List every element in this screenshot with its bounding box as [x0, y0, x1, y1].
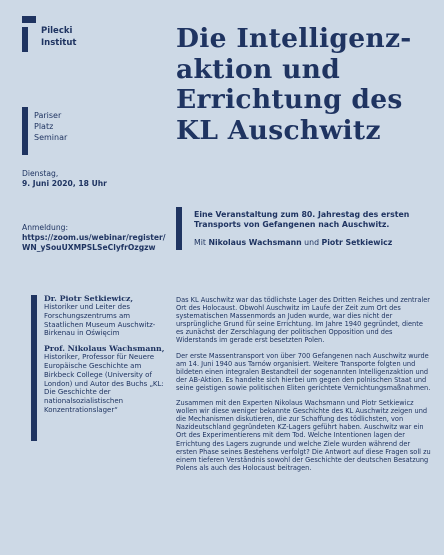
date-weekday: Dienstag, [22, 169, 59, 178]
title-line-3: Errichtung des [176, 84, 403, 115]
registration [22, 223, 166, 253]
speaker-2-name: Prof. Nikolaus Wachsmann, [44, 344, 165, 354]
page-title [176, 24, 436, 146]
registration-url-line-1[interactable]: https://zoom.us/webinar/register/ [22, 233, 166, 242]
series-accent-bar [22, 107, 28, 155]
registration-label: Anmeldung: [22, 223, 69, 232]
event-guests [194, 238, 392, 248]
speaker-2 [44, 344, 169, 415]
event-accent-bar [176, 207, 182, 250]
guest-name-2: Piotr Setkiewicz [321, 238, 393, 247]
registration-link[interactable] [22, 233, 166, 253]
logo-line-1: Pilecki [41, 26, 73, 36]
series-name [34, 110, 67, 143]
logo-text [41, 25, 76, 49]
title-line-1: Die Intelligenz- [176, 23, 412, 54]
body-paragraph-2: Der erste Massentransport von über 700 Gefangenen nach Auschwitz wurde am 14. Juni 1940 aus Tarnów organisiert. Weitere Transporte folgten und bildeten einen integralen Bestandteil der sogenannten Intelligenzaktion und der AB-Aktion. Es handelte sich hierbei um gegen den polnischen Staat und seine geistigen sowie politischen Eliten gerichtete Vernichtungsmaßnahmen. [176, 351, 431, 392]
logo-line-2: Institut [41, 38, 77, 48]
event-headline: Eine Veranstaltung zum 80. Jahrestag des ersten Transports von Gefangenen nach Auschwitz. [194, 210, 410, 229]
speaker-1-desc: Historiker und Leiter des Forschungszentrums am Staatlichen Museum Auschwitz-Birkenau in Oświęcim [44, 303, 156, 338]
registration-url-line-2[interactable]: WN_ySouUXMPSLSeClyfrOzgzw [22, 243, 156, 252]
series-line-2: Platz [34, 122, 54, 131]
pilecki-logo-icon [22, 16, 36, 52]
body-paragraph-1: Das KL Auschwitz war das tödlichste Lager des Dritten Reiches und zentraler Ort des Holocaust. Obwohl Auschwitz im Laufe der Zeit zum Ort des systematischen Massenmords an Juden wurde, war dies nicht der ursprüngliche Grund für seine Errichtung. Im Jahre 1940 gegründet, diente es zunächst der Zerschlagung der politischen Opposition und des Widerstands im gerade erst besetzten Polen. [176, 296, 430, 345]
speaker-2-desc: Historiker, Professor für Neuere Europäische Geschichte am Birkbeck College (University of London) und Autor des Buchs „KL: Die Geschichte der nationalsozialistischen Konzentrationslager“ [44, 353, 164, 414]
speaker-1 [44, 294, 169, 338]
body-text [176, 296, 431, 479]
speakers-accent-bar [31, 295, 37, 441]
guest-name-1: Nikolaus Wachsmann [208, 238, 302, 247]
speaker-1-name: Dr. Piotr Setkiewicz, [44, 294, 134, 303]
date-datetime: 9. Juni 2020, 18 Uhr [22, 179, 107, 188]
title-line-4: KL Auschwitz [176, 114, 381, 146]
guests-join: und [301, 238, 322, 247]
series-line-3: Seminar [34, 133, 68, 142]
guests-prefix: Mit [194, 238, 209, 247]
speakers-column [44, 294, 169, 421]
series-line-1: Pariser [34, 111, 62, 120]
event-date [22, 169, 107, 189]
title-line-2: aktion und [176, 53, 341, 85]
body-paragraph-3: Zusammen mit den Experten Nikolaus Wachsmann und Piotr Setkiewicz wollen wir diese weniger bekannte Geschichte des KL Auschwitz zeigen und die Mechanismen diskutieren, die zur Schaffung des tödlichsten, von Nazideutschland gegründeten KZ-Lagers geführt haben. Auschwitz war ein Ort des Experimentierens mit dem Tod. Welche Intentionen lagen der Errichtung des Lagers zugrunde und welche Ziele wurden während der ersten Phase seines Bestehens verfolgt? Die Antwort auf diese Fragen soll zu einem tieferen Verständnis sowohl der Geschichte der deutschen Besatzung Polens als auch des Holocaust beitragen. [176, 399, 431, 472]
